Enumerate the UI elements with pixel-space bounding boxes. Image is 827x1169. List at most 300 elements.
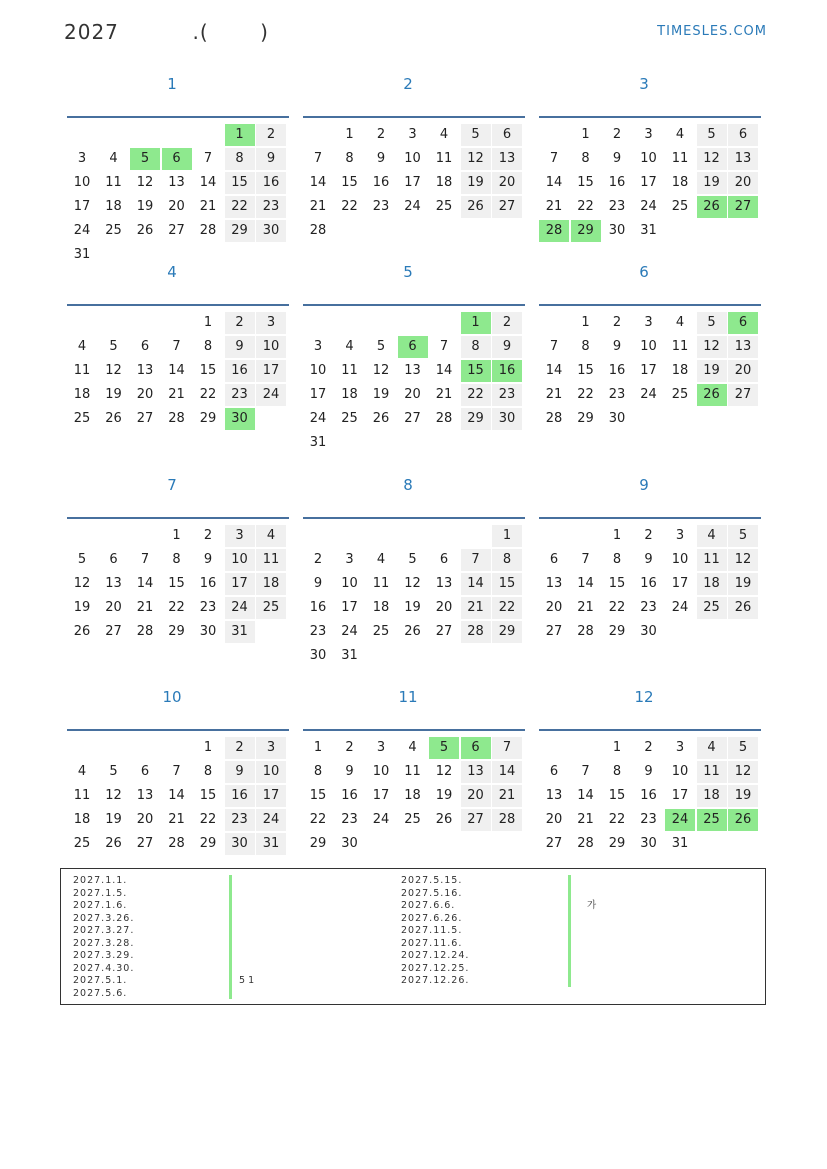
month-rule bbox=[303, 729, 525, 731]
day-cell: 2 bbox=[313, 552, 323, 567]
day-cell: 9 bbox=[203, 552, 213, 567]
day-cell: 11 bbox=[404, 764, 421, 779]
day-cell: 1 bbox=[581, 127, 590, 142]
day-cell: 9 bbox=[225, 336, 255, 358]
legend-entry bbox=[239, 900, 254, 913]
day-cell: 11 bbox=[671, 339, 689, 354]
day-cell: 18 bbox=[372, 600, 390, 615]
day-cell: 17 bbox=[225, 573, 255, 595]
month-label: 7 bbox=[167, 476, 177, 494]
day-cell: 23 bbox=[256, 196, 286, 218]
month-rule bbox=[539, 517, 761, 519]
day-cell: 8 bbox=[581, 151, 590, 166]
day-cell: 10 bbox=[256, 761, 286, 783]
day-cell: 30 bbox=[640, 624, 657, 639]
day-cell: 17 bbox=[640, 175, 657, 190]
day-cell: 12 bbox=[372, 363, 390, 378]
day-cell: 12 bbox=[105, 788, 122, 803]
day-cell: 27 bbox=[435, 624, 453, 639]
day-cell: 7 bbox=[461, 549, 491, 571]
day-cell: 2 bbox=[225, 737, 255, 759]
day-cell: 10 bbox=[309, 363, 327, 378]
day-cell: 28 bbox=[168, 836, 185, 851]
day-cell: 5 bbox=[697, 312, 727, 334]
day-cell: 11 bbox=[73, 788, 91, 803]
day-cell: 14 bbox=[309, 175, 327, 190]
day-cell: 13 bbox=[168, 175, 185, 190]
day-cell: 5 bbox=[376, 339, 386, 354]
day-cell: 5 bbox=[130, 148, 160, 170]
day-cell: 26 bbox=[404, 624, 421, 639]
day-cell: 25 bbox=[372, 624, 390, 639]
day-cell: 6 bbox=[109, 552, 118, 567]
day-cell: 6 bbox=[162, 148, 192, 170]
day-cell: 14 bbox=[199, 175, 217, 190]
day-cell: 7 bbox=[549, 339, 559, 354]
day-cell: 2 bbox=[612, 127, 622, 142]
legend-entry: 2027.5.15. bbox=[401, 875, 463, 886]
day-cell: 28 bbox=[492, 809, 522, 831]
day-cell: 17 bbox=[372, 788, 390, 803]
day-cell: 7 bbox=[549, 151, 559, 166]
day-cell: 20 bbox=[136, 387, 154, 402]
day-cell: 20 bbox=[492, 172, 522, 194]
day-cell: 6 bbox=[728, 312, 758, 334]
legend-entry: 2027.11.6. bbox=[401, 937, 463, 949]
day-cell: 6 bbox=[398, 336, 428, 358]
day-cell: 22 bbox=[309, 812, 327, 827]
day-cell: 22 bbox=[168, 600, 185, 615]
day-cell: 8 bbox=[313, 764, 323, 779]
day-cell: 25 bbox=[73, 836, 91, 851]
day-cell: 7 bbox=[140, 552, 150, 567]
day-cell: 9 bbox=[644, 552, 653, 567]
day-cell: 7 bbox=[439, 339, 449, 354]
day-cell: 29 bbox=[608, 836, 626, 851]
day-cell: 15 bbox=[608, 576, 626, 591]
day-cell: 24 bbox=[640, 387, 657, 402]
day-cell: 21 bbox=[199, 199, 217, 214]
day-cell: 5 bbox=[728, 737, 758, 759]
day-cell: 4 bbox=[77, 764, 87, 779]
day-cell: 4 bbox=[376, 552, 386, 567]
day-cell: 11 bbox=[697, 761, 727, 783]
day-cell: 9 bbox=[612, 339, 622, 354]
day-cell: 26 bbox=[435, 812, 453, 827]
day-cell: 17 bbox=[640, 363, 657, 378]
day-cell: 9 bbox=[492, 336, 522, 358]
day-cell: 17 bbox=[256, 360, 286, 382]
day-cell: 23 bbox=[225, 384, 255, 406]
month-label: 9 bbox=[639, 476, 649, 494]
day-cell: 6 bbox=[728, 124, 758, 146]
day-cell: 13 bbox=[728, 336, 758, 358]
day-cell: 7 bbox=[172, 764, 181, 779]
day-cell: 29 bbox=[199, 836, 217, 851]
day-cell: 19 bbox=[697, 172, 727, 194]
day-cell: 30 bbox=[608, 411, 626, 426]
legend-entry: 2027.12.24. bbox=[401, 950, 470, 961]
day-cell: 17 bbox=[309, 387, 327, 402]
day-cell: 19 bbox=[372, 387, 390, 402]
day-cell: 26 bbox=[136, 223, 154, 238]
day-cell: 31 bbox=[341, 648, 358, 663]
legend-divider-right bbox=[568, 875, 571, 987]
day-cell: 19 bbox=[404, 600, 421, 615]
day-cell: 23 bbox=[640, 812, 657, 827]
day-cell: 2 bbox=[203, 528, 213, 543]
legend-entry: 2027.1.6. bbox=[73, 900, 128, 911]
day-cell: 16 bbox=[640, 788, 657, 803]
month-label: 2 bbox=[403, 75, 413, 93]
day-cell: 20 bbox=[728, 360, 758, 382]
day-cell: 29 bbox=[571, 220, 601, 242]
day-cell: 26 bbox=[372, 411, 390, 426]
day-cell: 4 bbox=[109, 151, 118, 166]
day-cell: 4 bbox=[439, 127, 449, 142]
day-cell: 5 bbox=[109, 764, 118, 779]
day-cell: 14 bbox=[545, 175, 563, 190]
day-cell: 12 bbox=[461, 148, 491, 170]
day-cell: 30 bbox=[199, 624, 217, 639]
day-cell: 19 bbox=[136, 199, 154, 214]
day-cell: 9 bbox=[612, 151, 622, 166]
day-cell: 31 bbox=[225, 621, 255, 643]
day-cell: 18 bbox=[105, 199, 122, 214]
day-cell: 16 bbox=[640, 576, 657, 591]
day-cell: 2 bbox=[256, 124, 286, 146]
day-cell: 2 bbox=[612, 315, 622, 330]
day-cell: 3 bbox=[313, 339, 323, 354]
brand-link[interactable]: TIMESLES.COM bbox=[657, 24, 767, 39]
legend-entry bbox=[239, 925, 254, 938]
month-rule bbox=[539, 304, 761, 306]
legend-names-right bbox=[587, 875, 596, 988]
day-cell: 26 bbox=[728, 597, 758, 619]
day-cell: 25 bbox=[697, 809, 727, 831]
day-cell: 22 bbox=[225, 196, 255, 218]
day-cell: 21 bbox=[136, 600, 154, 615]
day-cell: 8 bbox=[225, 148, 255, 170]
day-cell: 2 bbox=[345, 740, 354, 755]
legend-entry: 2027.5.16. bbox=[401, 887, 463, 899]
day-cell: 31 bbox=[73, 247, 91, 262]
day-cell: 1 bbox=[612, 528, 622, 543]
legend-entry bbox=[587, 888, 596, 901]
day-cell: 19 bbox=[728, 573, 758, 595]
legend-entry bbox=[587, 975, 596, 988]
day-cell: 23 bbox=[608, 387, 626, 402]
day-cell: 8 bbox=[581, 339, 590, 354]
day-cell: 19 bbox=[697, 360, 727, 382]
day-cell: 10 bbox=[671, 552, 689, 567]
day-cell: 18 bbox=[341, 387, 358, 402]
day-cell: 14 bbox=[136, 576, 154, 591]
day-cell: 20 bbox=[435, 600, 453, 615]
legend-entry: 2027.3.28. bbox=[73, 937, 135, 949]
day-cell: 4 bbox=[675, 127, 685, 142]
day-cell: 12 bbox=[73, 576, 91, 591]
day-cell: 1 bbox=[313, 740, 323, 755]
month-label: 3 bbox=[639, 75, 649, 93]
day-cell: 12 bbox=[435, 764, 453, 779]
day-cell: 14 bbox=[545, 363, 563, 378]
day-cell: 7 bbox=[313, 151, 323, 166]
day-cell: 27 bbox=[105, 624, 122, 639]
day-cell: 13 bbox=[404, 363, 421, 378]
day-cell: 23 bbox=[225, 809, 255, 831]
day-cell: 30 bbox=[608, 223, 626, 238]
day-cell: 25 bbox=[105, 223, 122, 238]
day-cell: 30 bbox=[341, 836, 358, 851]
day-cell: 19 bbox=[435, 788, 453, 803]
day-cell: 4 bbox=[697, 737, 727, 759]
day-cell: 5 bbox=[408, 552, 417, 567]
day-cell: 17 bbox=[671, 788, 689, 803]
day-cell: 23 bbox=[492, 384, 522, 406]
day-cell: 3 bbox=[675, 740, 685, 755]
day-cell: 6 bbox=[492, 124, 522, 146]
day-cell: 29 bbox=[608, 624, 626, 639]
day-cell: 25 bbox=[404, 812, 421, 827]
day-cell: 11 bbox=[372, 576, 390, 591]
month-rule bbox=[67, 517, 289, 519]
day-cell: 28 bbox=[577, 624, 594, 639]
day-cell: 7 bbox=[172, 339, 181, 354]
day-cell: 12 bbox=[728, 761, 758, 783]
day-cell: 22 bbox=[492, 597, 522, 619]
day-cell: 29 bbox=[168, 624, 185, 639]
day-cell: 6 bbox=[439, 552, 449, 567]
day-cell: 3 bbox=[408, 127, 417, 142]
month-label: 8 bbox=[403, 476, 413, 494]
day-cell: 5 bbox=[697, 124, 727, 146]
day-cell: 8 bbox=[345, 151, 354, 166]
day-cell: 16 bbox=[309, 600, 327, 615]
legend-entry: 2027.5.6. bbox=[73, 987, 128, 999]
day-cell: 10 bbox=[640, 339, 657, 354]
day-cell: 8 bbox=[612, 552, 622, 567]
day-cell: 25 bbox=[435, 199, 453, 214]
day-cell: 19 bbox=[461, 172, 491, 194]
day-cell: 25 bbox=[256, 597, 286, 619]
day-cell: 31 bbox=[256, 833, 286, 855]
legend-entry bbox=[587, 875, 596, 888]
day-cell: 6 bbox=[140, 339, 150, 354]
month-rule bbox=[303, 304, 525, 306]
day-cell: 18 bbox=[671, 175, 689, 190]
day-cell: 18 bbox=[671, 363, 689, 378]
legend-entry bbox=[587, 950, 596, 963]
day-cell: 14 bbox=[577, 788, 594, 803]
day-cell: 2 bbox=[376, 127, 386, 142]
day-cell: 13 bbox=[136, 788, 154, 803]
day-cell: 13 bbox=[728, 148, 758, 170]
day-cell: 25 bbox=[671, 199, 689, 214]
day-cell: 22 bbox=[199, 387, 217, 402]
day-cell: 27 bbox=[728, 196, 758, 218]
day-cell: 21 bbox=[309, 199, 327, 214]
day-cell: 24 bbox=[341, 624, 358, 639]
day-cell: 1 bbox=[203, 740, 213, 755]
day-cell: 2 bbox=[644, 528, 653, 543]
month-rule bbox=[303, 116, 525, 118]
day-cell: 1 bbox=[492, 525, 522, 547]
day-cell: 28 bbox=[168, 411, 185, 426]
holiday-legend bbox=[60, 868, 766, 1005]
day-cell: 23 bbox=[608, 199, 626, 214]
day-cell: 9 bbox=[225, 761, 255, 783]
day-cell: 8 bbox=[203, 339, 213, 354]
day-cell: 15 bbox=[608, 788, 626, 803]
day-cell: 2 bbox=[492, 312, 522, 334]
day-cell: 6 bbox=[549, 552, 559, 567]
day-cell: 30 bbox=[225, 408, 255, 430]
day-cell: 23 bbox=[309, 624, 327, 639]
legend-entry: 2027.5.1. bbox=[73, 975, 128, 986]
day-cell: 28 bbox=[136, 624, 154, 639]
day-cell: 31 bbox=[640, 223, 657, 238]
day-cell: 4 bbox=[697, 525, 727, 547]
day-cell: 24 bbox=[256, 809, 286, 831]
legend-entry: 2027.12.25. bbox=[401, 962, 470, 974]
day-cell: 14 bbox=[577, 576, 594, 591]
day-cell: 16 bbox=[225, 360, 255, 382]
day-cell: 24 bbox=[671, 600, 689, 615]
day-cell: 18 bbox=[256, 573, 286, 595]
day-cell: 27 bbox=[492, 196, 522, 218]
day-cell: 21 bbox=[168, 812, 185, 827]
legend-names-left bbox=[239, 875, 254, 1000]
day-cell: 4 bbox=[345, 339, 354, 354]
day-cell: 16 bbox=[256, 172, 286, 194]
day-cell: 5 bbox=[429, 737, 459, 759]
legend-entry: 2027.1.5. bbox=[73, 887, 128, 899]
day-cell: 24 bbox=[309, 411, 327, 426]
day-cell: 15 bbox=[168, 576, 185, 591]
day-cell: 14 bbox=[435, 363, 453, 378]
day-cell: 19 bbox=[105, 387, 122, 402]
day-cell: 21 bbox=[545, 387, 563, 402]
month-label: 5 bbox=[403, 263, 413, 281]
day-cell: 13 bbox=[492, 148, 522, 170]
legend-entry: 2027.3.29. bbox=[73, 950, 135, 961]
day-cell: 22 bbox=[577, 387, 594, 402]
legend-entry bbox=[587, 938, 596, 951]
day-cell: 1 bbox=[461, 312, 491, 334]
month-rule bbox=[539, 729, 761, 731]
day-cell: 9 bbox=[376, 151, 386, 166]
day-cell: 4 bbox=[256, 525, 286, 547]
day-cell: 5 bbox=[77, 552, 87, 567]
day-cell: 3 bbox=[256, 312, 286, 334]
day-cell: 29 bbox=[577, 411, 594, 426]
day-cell: 7 bbox=[581, 552, 590, 567]
day-cell: 25 bbox=[697, 597, 727, 619]
page-title: 2027 .( ) bbox=[64, 20, 269, 44]
month-rule bbox=[67, 116, 289, 118]
day-cell: 19 bbox=[73, 600, 91, 615]
day-cell: 18 bbox=[697, 785, 727, 807]
day-cell: 3 bbox=[376, 740, 386, 755]
day-cell: 22 bbox=[341, 199, 358, 214]
day-cell: 24 bbox=[640, 199, 657, 214]
day-cell: 30 bbox=[256, 220, 286, 242]
day-cell: 22 bbox=[577, 199, 594, 214]
day-cell: 8 bbox=[492, 549, 522, 571]
day-cell: 27 bbox=[728, 384, 758, 406]
day-cell: 22 bbox=[461, 384, 491, 406]
day-cell: 21 bbox=[168, 387, 185, 402]
month-label: 4 bbox=[167, 263, 177, 281]
day-cell: 3 bbox=[77, 151, 87, 166]
day-cell: 16 bbox=[608, 363, 626, 378]
legend-entry: 2027.12.26. bbox=[401, 975, 470, 986]
day-cell: 10 bbox=[256, 336, 286, 358]
day-cell: 20 bbox=[404, 387, 421, 402]
day-cell: 8 bbox=[461, 336, 491, 358]
legend-entry bbox=[239, 963, 254, 976]
day-cell: 17 bbox=[256, 785, 286, 807]
day-cell: 24 bbox=[372, 812, 390, 827]
day-cell: 10 bbox=[372, 764, 390, 779]
legend-entry bbox=[239, 888, 254, 901]
day-cell: 10 bbox=[225, 549, 255, 571]
day-cell: 1 bbox=[612, 740, 622, 755]
day-cell: 29 bbox=[309, 836, 327, 851]
day-cell: 11 bbox=[697, 549, 727, 571]
day-cell: 31 bbox=[671, 836, 689, 851]
legend-entry bbox=[587, 925, 596, 938]
day-cell: 1 bbox=[172, 528, 181, 543]
day-cell: 28 bbox=[577, 836, 594, 851]
day-cell: 27 bbox=[545, 836, 563, 851]
day-cell: 3 bbox=[675, 528, 685, 543]
day-cell: 20 bbox=[105, 600, 122, 615]
day-cell: 16 bbox=[199, 576, 217, 591]
day-cell: 5 bbox=[728, 525, 758, 547]
day-cell: 16 bbox=[372, 175, 390, 190]
day-cell: 28 bbox=[199, 223, 217, 238]
day-cell: 13 bbox=[435, 576, 453, 591]
legend-entry: 2027.11.5. bbox=[401, 925, 463, 936]
day-cell: 18 bbox=[697, 573, 727, 595]
day-cell: 28 bbox=[539, 220, 569, 242]
month-label: 1 bbox=[167, 75, 177, 93]
day-cell: 27 bbox=[404, 411, 421, 426]
day-cell: 8 bbox=[203, 764, 213, 779]
month-label: 11 bbox=[398, 688, 418, 706]
day-cell: 24 bbox=[665, 809, 695, 831]
day-cell: 21 bbox=[461, 597, 491, 619]
day-cell: 15 bbox=[461, 360, 491, 382]
legend-entry: 2027.6.6. bbox=[401, 900, 456, 911]
legend-entry bbox=[587, 913, 596, 926]
day-cell: 10 bbox=[73, 175, 91, 190]
legend-dates-right bbox=[401, 875, 469, 988]
day-cell: 6 bbox=[140, 764, 150, 779]
legend-entry bbox=[239, 938, 254, 951]
day-cell: 3 bbox=[256, 737, 286, 759]
day-cell: 29 bbox=[492, 621, 522, 643]
legend-entry: 2027.6.26. bbox=[401, 912, 463, 924]
day-cell: 14 bbox=[461, 573, 491, 595]
month-label: 10 bbox=[162, 688, 182, 706]
day-cell: 7 bbox=[492, 737, 522, 759]
day-cell: 16 bbox=[608, 175, 626, 190]
month-label: 12 bbox=[634, 688, 654, 706]
day-cell: 18 bbox=[435, 175, 453, 190]
